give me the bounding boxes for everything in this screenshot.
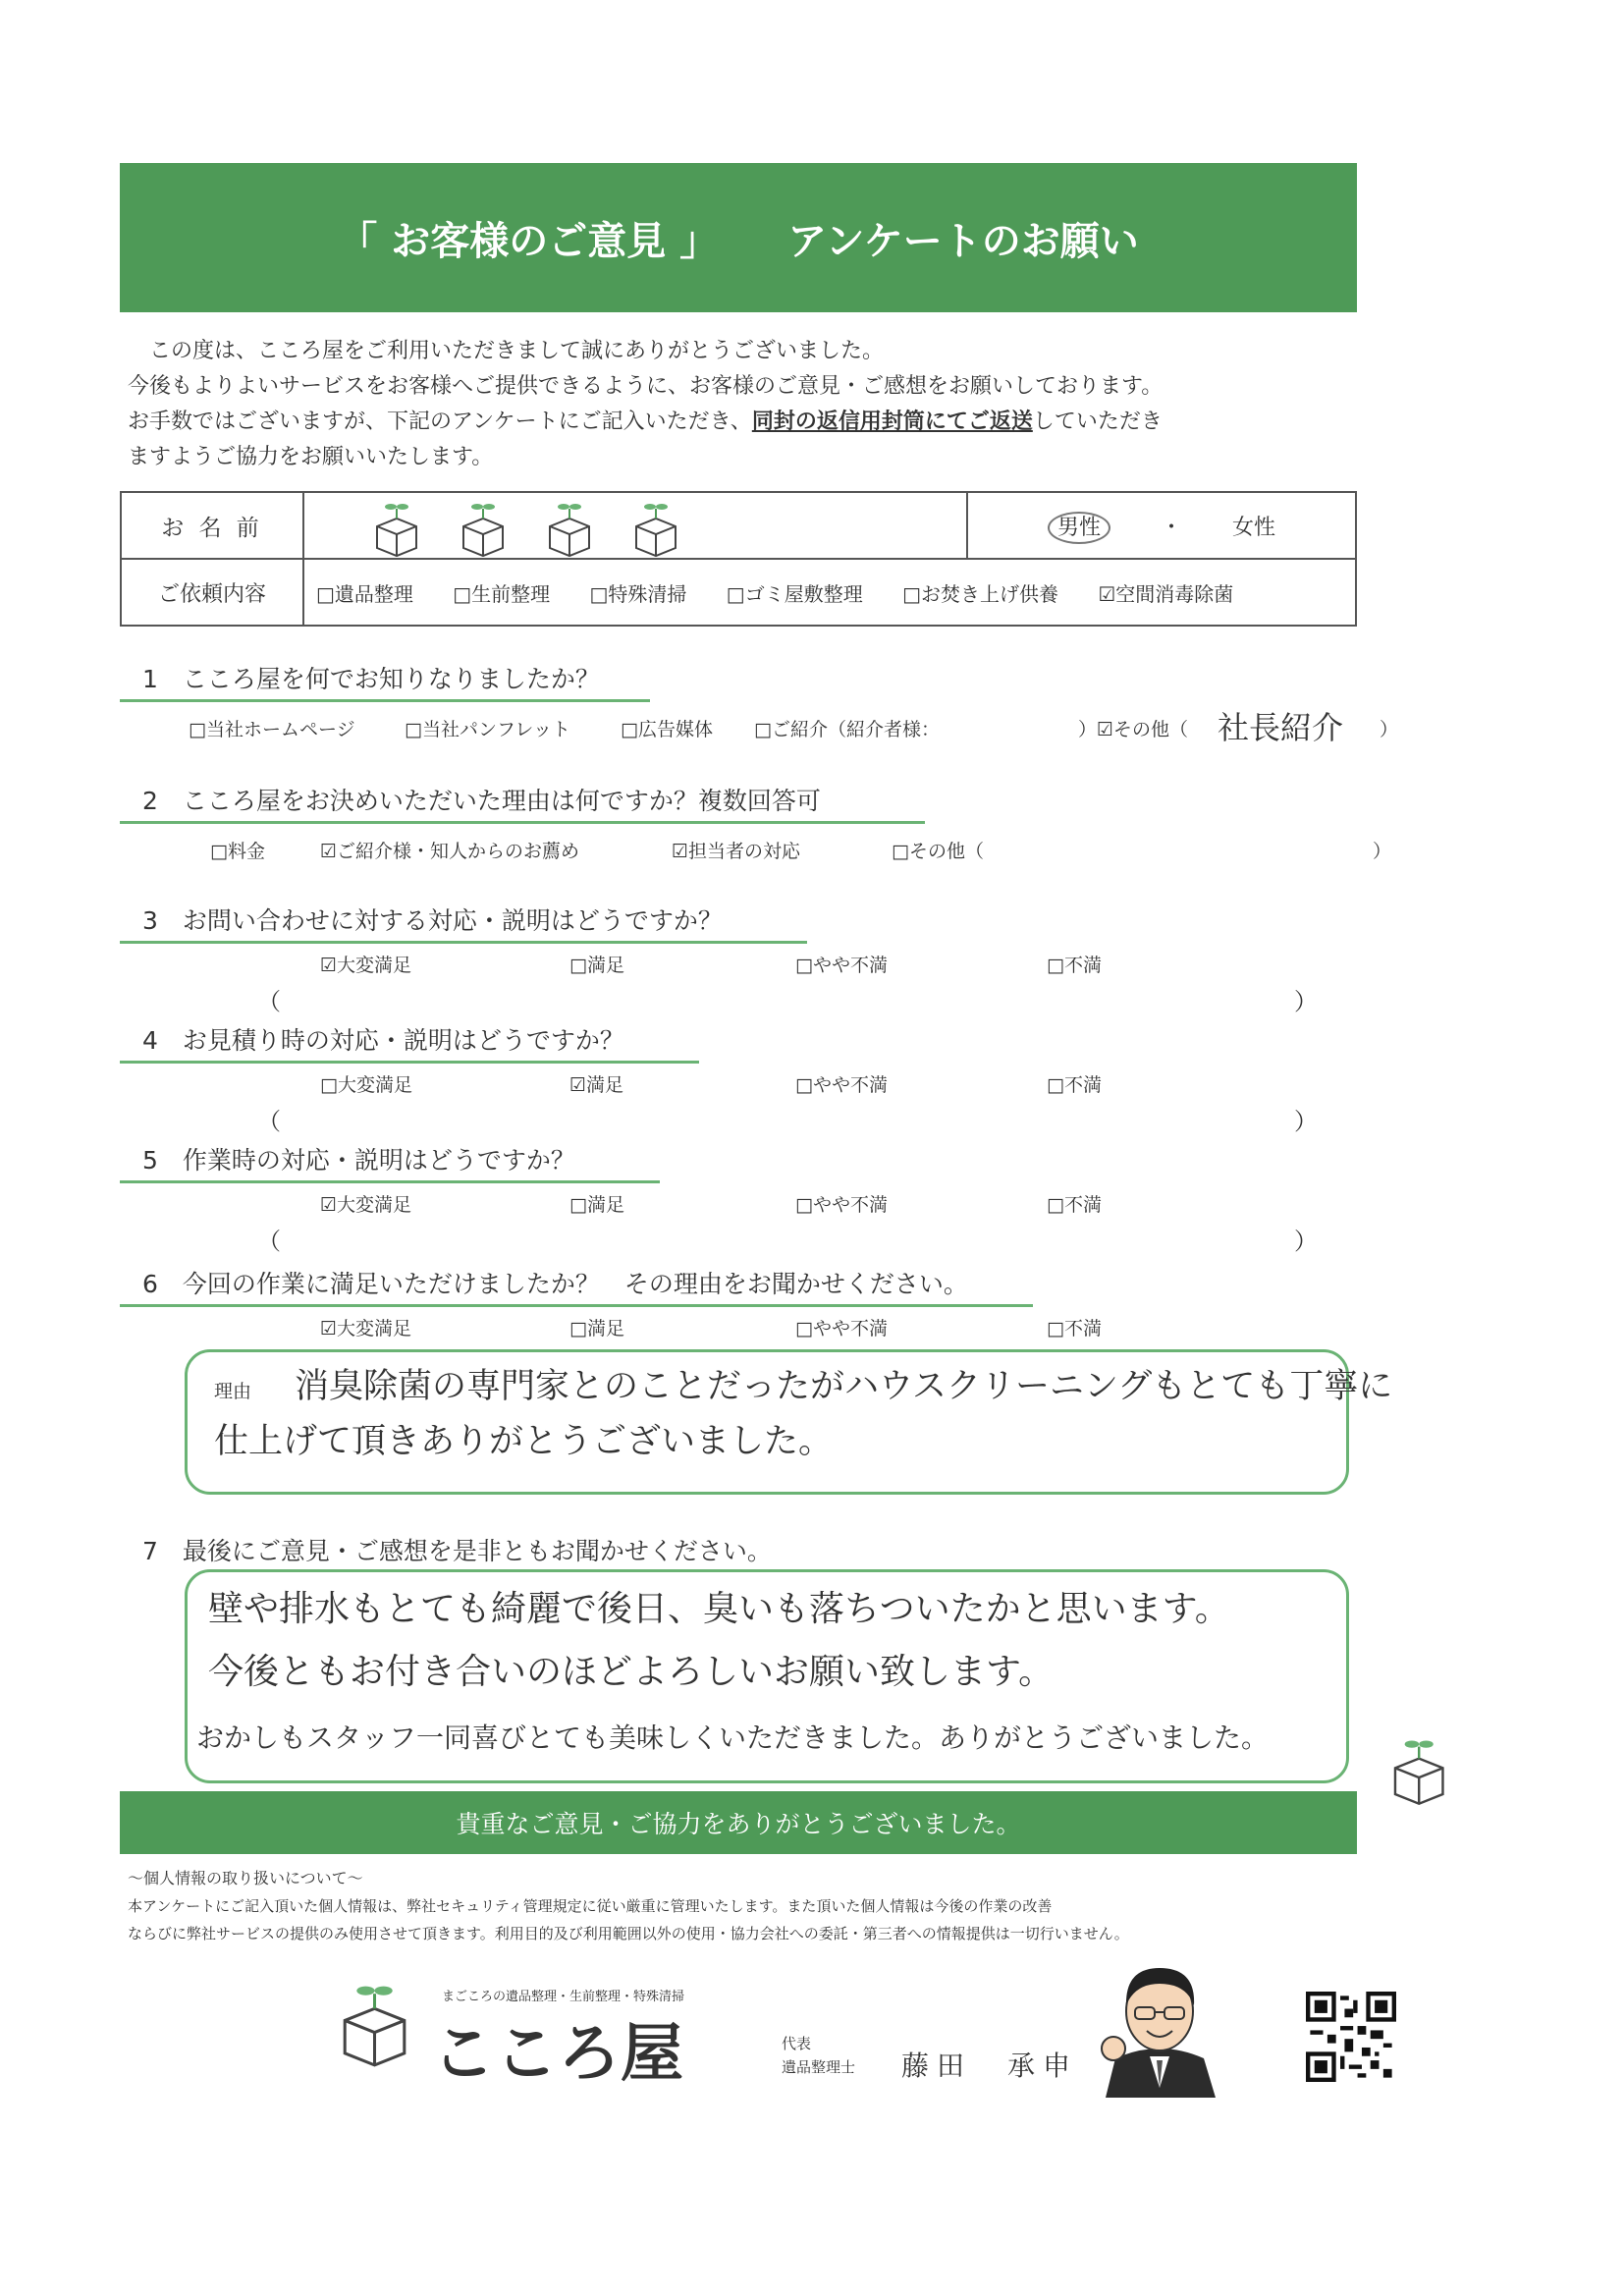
name-field[interactable] — [303, 492, 967, 559]
q3-title: 3 お問い合わせに対する対応・説明はどうですか？ — [142, 906, 723, 935]
q6-reason-line-1: 消臭除菌の専門家とのことだったがハウスクリーニングもとても丁寧に — [295, 1367, 1393, 1406]
gender-male[interactable]: 男性 — [1048, 512, 1110, 544]
intro-line-2: 今後もよりよいサービスをお客様へご提供できるように、お客様のご意見・ご感想をお願いしております。 — [128, 374, 1164, 399]
company-name: こころ屋 — [432, 2018, 683, 2091]
q3-option-somewhat-dissatisfied[interactable]: □やや不満 — [795, 955, 888, 976]
q5-option-very-satisfied[interactable]: ☑大変満足 — [320, 1194, 412, 1216]
q4-underline — [120, 1061, 699, 1064]
rep-name: 藤田 承申 — [901, 2050, 1079, 2082]
q7-comment-line-1: 壁や排水もとても綺麗で後日、臭いも落ちついたかと思います。 — [208, 1589, 1230, 1629]
q5-underline — [120, 1180, 660, 1183]
q3-underline — [120, 941, 807, 944]
q5-option-satisfied[interactable]: □満足 — [569, 1194, 624, 1216]
q7-comment-line-3: おかしもスタッフ一同喜びとても美味しくいただきました。ありがとうございました。 — [196, 1722, 1270, 1754]
q1-option-other[interactable]: ）☑その他（ — [1078, 719, 1189, 740]
q1-option-pamphlet[interactable]: □当社パンフレット — [405, 719, 571, 740]
intro-line-1: この度は、こころ屋をご利用いただきまして誠にありがとうございました。 — [149, 339, 885, 363]
request-label: ご依頼内容 — [121, 559, 303, 626]
customer-info-table — [120, 491, 1357, 627]
gender-field[interactable]: 男性 ・ 女性 — [967, 492, 1356, 559]
qr-code[interactable] — [1306, 1992, 1396, 2082]
q5-option-somewhat-dissatisfied[interactable]: □やや不満 — [795, 1194, 888, 1216]
q1-option-referral[interactable]: □ご紹介（紹介者様： — [754, 719, 940, 740]
gender-female[interactable]: 女性 — [1232, 515, 1276, 540]
q4-option-dissatisfied[interactable]: □不満 — [1047, 1074, 1102, 1096]
q6-option-very-satisfied[interactable]: ☑大変満足 — [320, 1318, 412, 1339]
name-stamps — [363, 497, 687, 562]
request-options — [303, 559, 1356, 626]
mascot-stamp-icon — [377, 504, 416, 556]
privacy-title: 〜個人情報の取り扱いについて〜 — [128, 1869, 363, 1887]
q2-option-recommendation[interactable]: ☑ご紹介様・知人からのお薦め — [320, 841, 580, 862]
q6-title: 6 今回の作業に満足いただけましたか？ その理由をお聞かせください。 — [142, 1270, 968, 1298]
request-option-predeath[interactable]: □生前整理 — [453, 581, 551, 606]
header-title-left: 「 お客様のご意見 」 — [338, 218, 720, 264]
q6-underline — [120, 1304, 1033, 1307]
intro-line-3: お手数ではございますが、下記のアンケートにご記入いただき、同封の返信用封筒にてご返送していただき — [128, 410, 1163, 434]
q6-reason-label: 理由 — [214, 1381, 252, 1402]
q5-title: 5 作業時の対応・説明はどうですか？ — [142, 1146, 575, 1175]
q2-title: 2 こころ屋をお決めいただいた理由は何ですか？複数回答可 — [142, 787, 821, 815]
q3-paren-open: （ — [257, 988, 281, 1015]
footer-thanks-text: 貴重なご意見・ご協力をありがとうございました。 — [456, 1810, 1021, 1838]
representative-portrait — [1096, 1950, 1223, 2098]
company-logo-icon — [324, 1976, 422, 2074]
q4-option-very-satisfied[interactable]: □大変満足 — [320, 1074, 412, 1096]
q5-option-dissatisfied[interactable]: □不満 — [1047, 1194, 1102, 1216]
q6-option-dissatisfied[interactable]: □不満 — [1047, 1318, 1102, 1339]
intro-text — [128, 334, 1365, 475]
q2-paren-close: ） — [1373, 841, 1392, 862]
intro-line-4: ますようご協力をお願いいたします。 — [128, 445, 494, 469]
q6-option-satisfied[interactable]: □満足 — [569, 1318, 624, 1339]
q1-other-handwritten: 社長紹介 — [1218, 709, 1344, 746]
q6-reason-line-2: 仕上げて頂きありがとうございました。 — [214, 1422, 834, 1461]
q4-option-somewhat-dissatisfied[interactable]: □やや不満 — [795, 1074, 888, 1096]
q4-paren-close: ） — [1294, 1108, 1318, 1135]
request-option-disinfection[interactable]: ☑空間消毒除菌 — [1098, 581, 1234, 606]
privacy-line-2: ならびに弊社サービスの提供のみ使用させて頂きます。利用目的及び利用範囲以外の使用・協力会社への委託・第三者への情報提供は一切行いません。 — [128, 1925, 1129, 1942]
q4-paren-open: （ — [257, 1108, 281, 1135]
privacy-line-1: 本アンケートにご記入頂いた個人情報は、弊社セキュリティ管理規定に従い厳重に管理いたします。また頂いた個人情報は今後の作業の改善 — [128, 1897, 1053, 1915]
q5-paren-open: （ — [257, 1228, 281, 1255]
q7-comment-line-2: 今後ともお付き合いのほどよろしいお願い致します。 — [208, 1652, 1055, 1692]
request-option-special-cleaning[interactable]: □特殊清掃 — [589, 581, 687, 606]
q2-option-staff[interactable]: ☑担当者の対応 — [672, 841, 801, 862]
q2-option-other[interactable]: □その他（ — [892, 841, 984, 862]
q1-title: 1 こころ屋を何でお知りなりましたか？ — [142, 665, 600, 693]
footer-thanks-banner — [120, 1791, 1357, 1854]
q7-title: 7 最後にご意見・ご感想を是非ともお聞かせください。 — [142, 1537, 772, 1565]
q3-option-satisfied[interactable]: □満足 — [569, 955, 624, 976]
header-banner — [120, 163, 1357, 312]
company-tagline: まごころの遺品整理・生前整理・特殊清掃 — [442, 1990, 685, 2004]
q4-option-satisfied[interactable]: ☑満足 — [569, 1074, 624, 1096]
q3-option-very-satisfied[interactable]: ☑大変満足 — [320, 955, 412, 976]
request-option-estate[interactable]: □遺品整理 — [316, 581, 413, 606]
header-title-right: アンケートのお願い — [787, 218, 1139, 264]
request-option-garbage[interactable]: □ゴミ屋敷整理 — [726, 581, 863, 606]
request-option-memorial[interactable]: □お焚き上げ供養 — [902, 581, 1058, 606]
q2-option-price[interactable]: □料金 — [210, 841, 265, 862]
q1-underline — [120, 699, 650, 702]
name-label: お 名 前 — [121, 492, 303, 559]
q2-underline — [120, 821, 925, 824]
q1-paren-close: ） — [1380, 719, 1399, 740]
q4-title: 4 お見積り時の対応・説明はどうですか？ — [142, 1026, 624, 1055]
q1-option-homepage[interactable]: □当社ホームページ — [189, 719, 355, 740]
q1-option-ad[interactable]: □広告媒体 — [621, 719, 713, 740]
q3-paren-close: ） — [1294, 988, 1318, 1015]
mascot-stamp-icon — [1379, 1732, 1457, 1811]
q5-paren-close: ） — [1294, 1228, 1318, 1255]
rep-title-2: 遺品整理士 — [782, 2058, 856, 2076]
q6-option-somewhat-dissatisfied[interactable]: □やや不満 — [795, 1318, 888, 1339]
return-envelope-note: 同封の返信用封筒にてご返送 — [751, 410, 1033, 434]
rep-title-1: 代表 — [782, 2035, 812, 2052]
q3-option-dissatisfied[interactable]: □不満 — [1047, 955, 1102, 976]
